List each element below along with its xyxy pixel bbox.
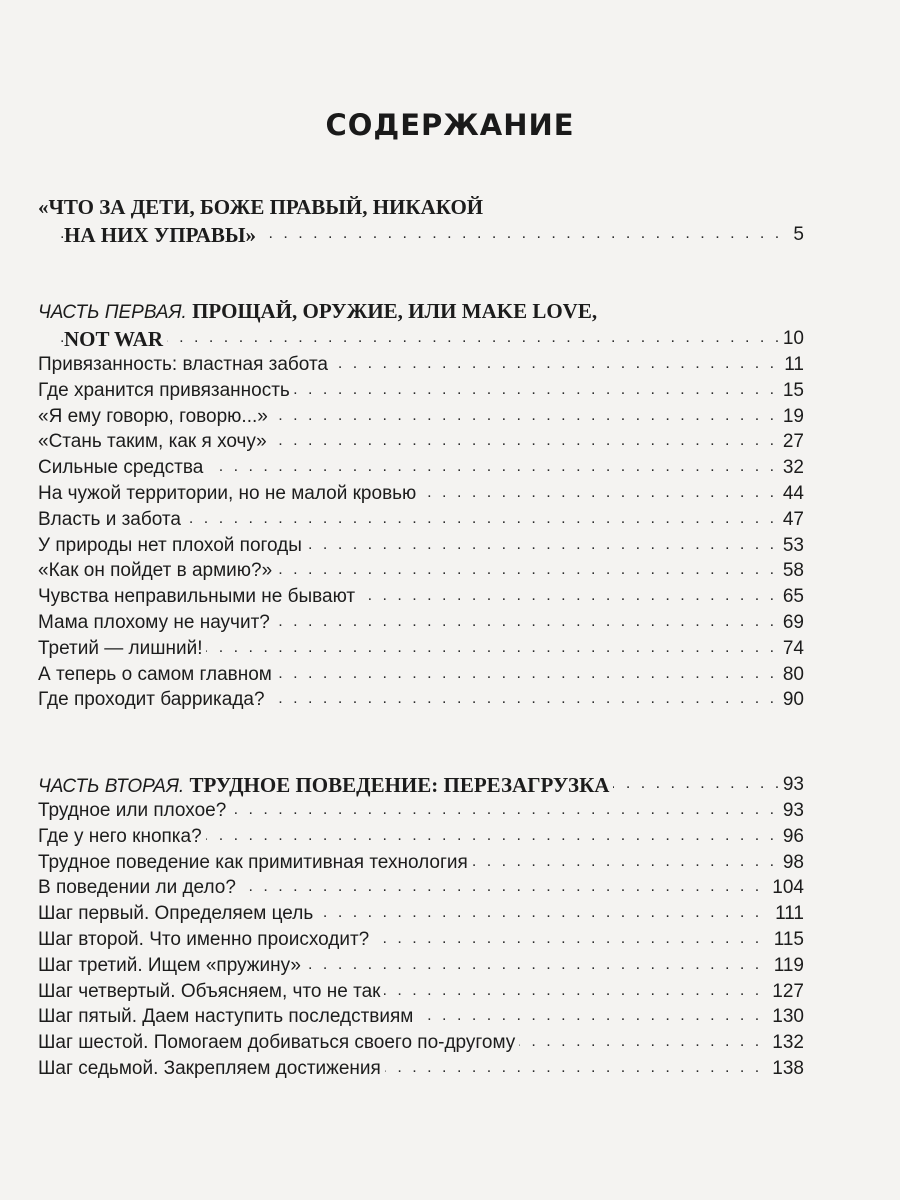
toc-entry-label: Привязанность: властная забота xyxy=(38,352,332,378)
dot-leader xyxy=(60,326,804,352)
page-number: 80 xyxy=(779,662,804,688)
intro-title-line1: «ЧТО ЗА ДЕТИ, БОЖЕ ПРАВЫЙ, НИКАКОЙ xyxy=(38,194,487,220)
toc-entry-label: Где у него кнопка? xyxy=(38,824,206,850)
page-number: 53 xyxy=(779,533,804,559)
toc-entry[interactable] xyxy=(0,558,900,584)
page-number: 44 xyxy=(779,481,804,507)
page-number: 11 xyxy=(780,352,804,378)
toc-entry-label: Шаг третий. Ищем «пружину» xyxy=(38,953,305,979)
page-number: 10 xyxy=(779,326,804,352)
intro-entry-line1[interactable] xyxy=(0,194,900,220)
page-title: СОДЕРЖАНИЕ xyxy=(325,108,575,142)
toc-entry[interactable] xyxy=(0,455,900,481)
part1-heading xyxy=(38,298,601,326)
page-number: 74 xyxy=(779,636,804,662)
page-number: 93 xyxy=(779,772,804,798)
toc-entry[interactable] xyxy=(0,584,900,610)
toc-entry[interactable] xyxy=(0,824,900,850)
toc-entry[interactable] xyxy=(0,927,900,953)
toc-entry[interactable] xyxy=(0,901,900,927)
part2-prefix: ЧАСТЬ ВТОРАЯ. xyxy=(38,776,185,797)
page-number: 127 xyxy=(768,979,804,1005)
toc-entry[interactable] xyxy=(0,636,900,662)
toc-entry[interactable] xyxy=(0,875,900,901)
intro-entry-line2[interactable] xyxy=(0,222,900,248)
page-number: 132 xyxy=(768,1030,804,1056)
toc-entry-label: Шаг седьмой. Закрепляем достижения xyxy=(38,1056,385,1082)
part1-prefix: ЧАСТЬ ПЕРВАЯ. xyxy=(38,302,187,323)
toc-entry[interactable] xyxy=(0,850,900,876)
page-number: 93 xyxy=(779,798,804,824)
page-number: 19 xyxy=(779,404,804,430)
toc-entry[interactable] xyxy=(0,404,900,430)
part2-heading[interactable] xyxy=(0,772,900,798)
page-number: 65 xyxy=(779,584,804,610)
part1-heading-line2[interactable] xyxy=(0,326,900,352)
toc-entry-label: В поведении ли дело? xyxy=(38,875,240,901)
part2-heading-text xyxy=(38,772,613,800)
page-number: 138 xyxy=(768,1056,804,1082)
page-number: 130 xyxy=(768,1004,804,1030)
toc-entry-label: «Как он пойдет в армию?» xyxy=(38,558,276,584)
toc-entry[interactable] xyxy=(0,1056,900,1082)
page-number: 90 xyxy=(779,687,804,713)
toc-entry-label: Шаг пятый. Даем наступить последствиям xyxy=(38,1004,417,1030)
toc-entry-label: Трудное или плохое? xyxy=(38,798,230,824)
toc-entry[interactable] xyxy=(0,507,900,533)
toc-entry-label: Трудное поведение как примитивная технология xyxy=(38,850,472,876)
part1-title-line1: ПРОЩАЙ, ОРУЖИЕ, ИЛИ MAKE LOVE, xyxy=(192,299,598,323)
toc-entry-label: «Стань таким, как я хочу» xyxy=(38,429,271,455)
toc-entry-label: Сильные средства xyxy=(38,455,207,481)
toc-entry[interactable] xyxy=(0,798,900,824)
part1-title-line2: NOT WAR xyxy=(64,326,167,352)
page-number: 47 xyxy=(779,507,804,533)
page-number: 69 xyxy=(779,610,804,636)
toc-entry[interactable] xyxy=(0,429,900,455)
toc-entry-label: Шаг шестой. Помогаем добиваться своего по-другому xyxy=(38,1030,519,1056)
page-number: 5 xyxy=(789,222,804,248)
toc-entry-label: На чужой территории, но не малой кровью xyxy=(38,481,420,507)
page-number: 104 xyxy=(768,875,804,901)
page-number: 98 xyxy=(779,850,804,876)
toc-entry-label: Шаг первый. Определяем цель xyxy=(38,901,317,927)
toc-entry[interactable] xyxy=(0,979,900,1005)
toc-entry-label: Где хранится привязанность xyxy=(38,378,294,404)
page-number: 58 xyxy=(779,558,804,584)
toc-entry-label: А теперь о самом главном xyxy=(38,662,276,688)
toc-entry[interactable] xyxy=(0,687,900,713)
toc-entry-label: Чувства неправильными не бывают xyxy=(38,584,359,610)
toc-entry[interactable] xyxy=(0,533,900,559)
toc-entry-label: Третий — лишний! xyxy=(38,636,206,662)
toc-entry-label: Власть и забота xyxy=(38,507,185,533)
page-number: 96 xyxy=(779,824,804,850)
page-number: 119 xyxy=(770,953,804,979)
part1-heading-line1[interactable] xyxy=(0,298,900,324)
part2-title: ТРУДНОЕ ПОВЕДЕНИЕ: ПЕРЕЗАГРУЗКА xyxy=(189,773,610,797)
toc-entry-label: Где проходит баррикада? xyxy=(38,687,269,713)
intro-title-line2: НА НИХ УПРАВЫ» xyxy=(64,222,260,248)
toc-entry[interactable] xyxy=(0,481,900,507)
toc-entry[interactable] xyxy=(0,1030,900,1056)
page-number: 111 xyxy=(771,901,804,927)
toc-entry[interactable] xyxy=(0,610,900,636)
toc-entry-label: «Я ему говорю, говорю...» xyxy=(38,404,272,430)
toc-entry-label: У природы нет плохой погоды xyxy=(38,533,306,559)
toc-entry[interactable] xyxy=(0,953,900,979)
toc-entry-label: Мама плохому не научит? xyxy=(38,610,274,636)
page-number: 32 xyxy=(779,455,804,481)
page-number: 115 xyxy=(770,927,804,953)
page-number: 27 xyxy=(779,429,804,455)
toc-entry-label: Шаг четвертый. Объясняем, что не так xyxy=(38,979,384,1005)
toc-entry[interactable] xyxy=(0,378,900,404)
page-number: 15 xyxy=(779,378,804,404)
toc-entry[interactable] xyxy=(0,352,900,378)
toc-entry[interactable] xyxy=(0,1004,900,1030)
toc-entry[interactable] xyxy=(0,662,900,688)
toc-entry-label: Шаг второй. Что именно происходит? xyxy=(38,927,373,953)
